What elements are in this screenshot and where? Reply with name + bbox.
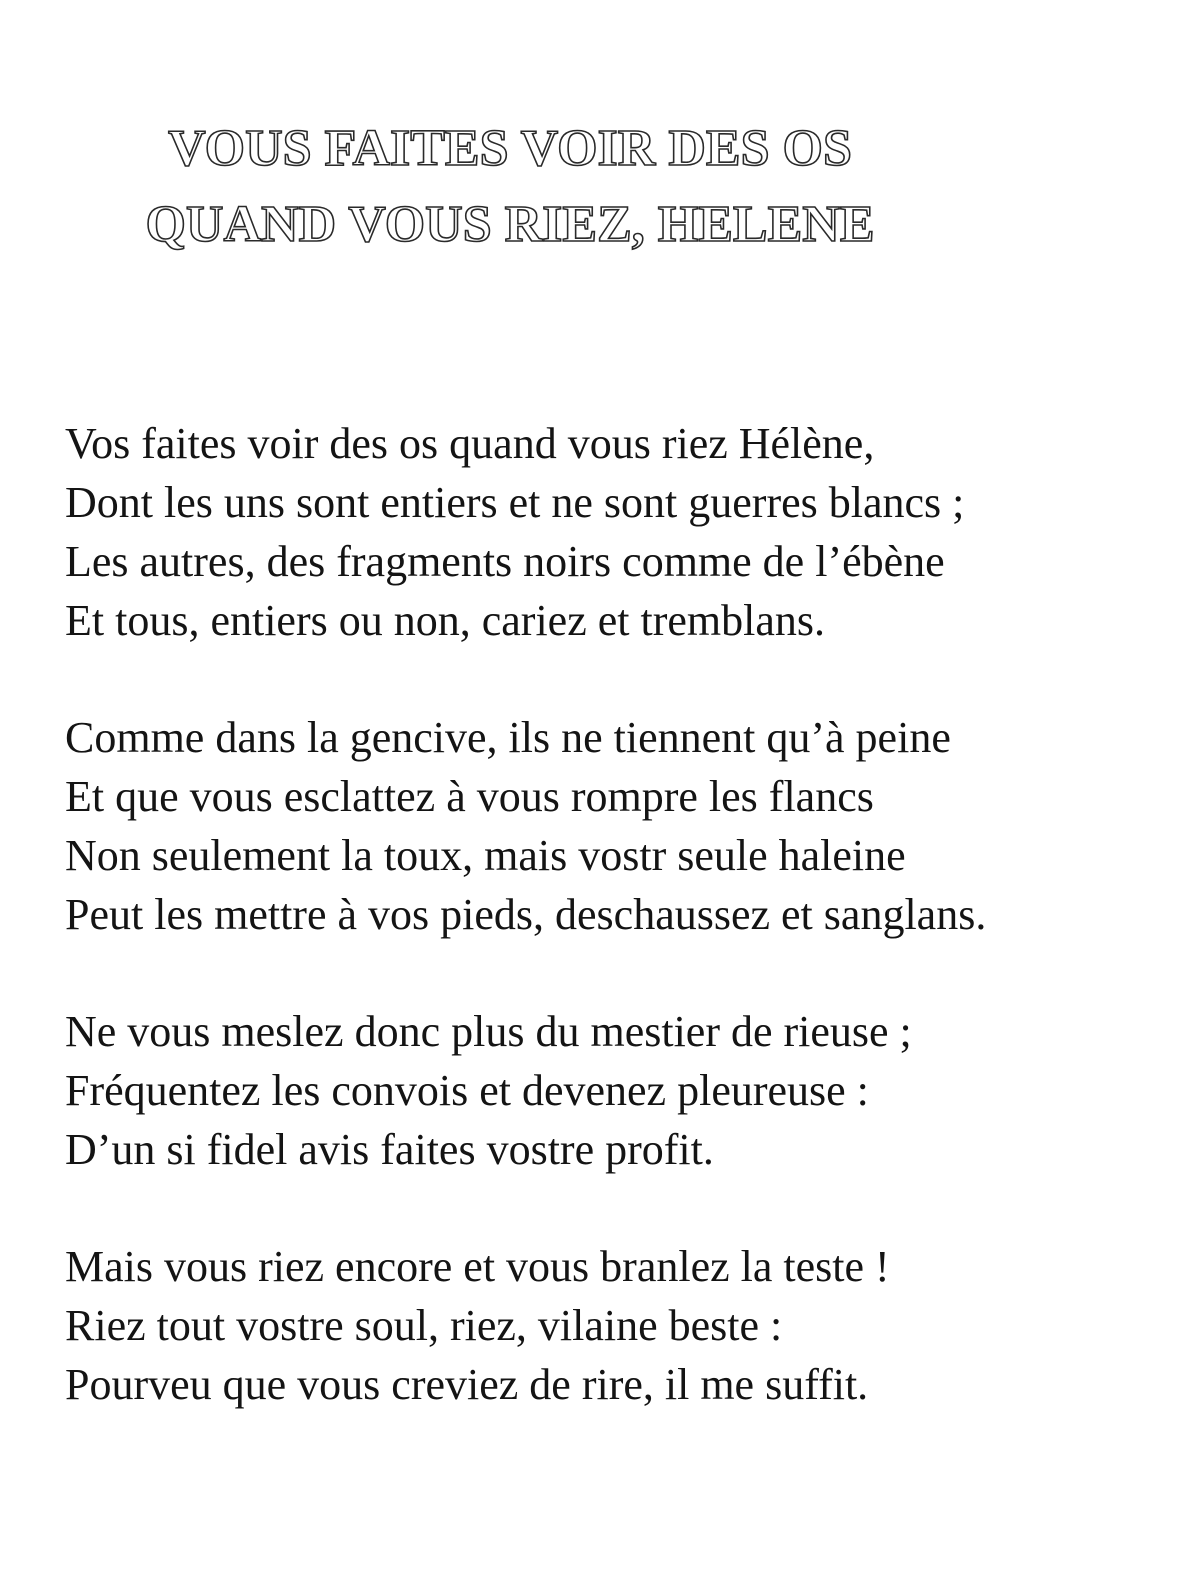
verse-line: Peut les mettre à vos pieds, deschaussez et sanglans. [65,890,987,939]
verse-line: Mais vous riez encore et vous branlez la teste ! [65,1242,890,1291]
stanza [65,708,1175,944]
title-line: QUAND VOUS RIEZ, HELENE [145,195,875,253]
verse-line: Dont les uns sont entiers et ne sont guerres blancs ; [65,478,965,527]
verse-line: D’un si fidel avis faites vostre profit. [65,1125,714,1174]
verse-line: Riez tout vostre soul, riez, vilaine beste : [65,1301,783,1350]
poem-title [0,111,1020,263]
stanza [65,414,1175,650]
verse-line: Comme dans la gencive, ils ne tiennent qu’à peine [65,713,951,762]
verse-line: Fréquentez les convois et devenez pleureuse : [65,1066,869,1115]
verse-line: Et tous, entiers ou non, cariez et tremblans. [65,596,825,645]
title-line: VOUS FAITES VOIR DES OS [168,119,852,177]
verse-line: Pourveu que vous creviez de rire, il me suffit. [65,1360,869,1409]
verse-line: Non seulement la toux, mais vostr seule haleine [65,831,906,880]
poem-body [65,414,1175,1472]
verse-line: Les autres, des fragments noirs comme de l’ébène [65,537,945,586]
verse-line: Vos faites voir des os quand vous riez Hélène, [65,419,875,468]
verse-line: Ne vous meslez donc plus du mestier de rieuse ; [65,1007,912,1056]
verse-line: Et que vous esclattez à vous rompre les flancs [65,772,874,821]
stanza [65,1237,1175,1414]
stanza [65,1002,1175,1179]
